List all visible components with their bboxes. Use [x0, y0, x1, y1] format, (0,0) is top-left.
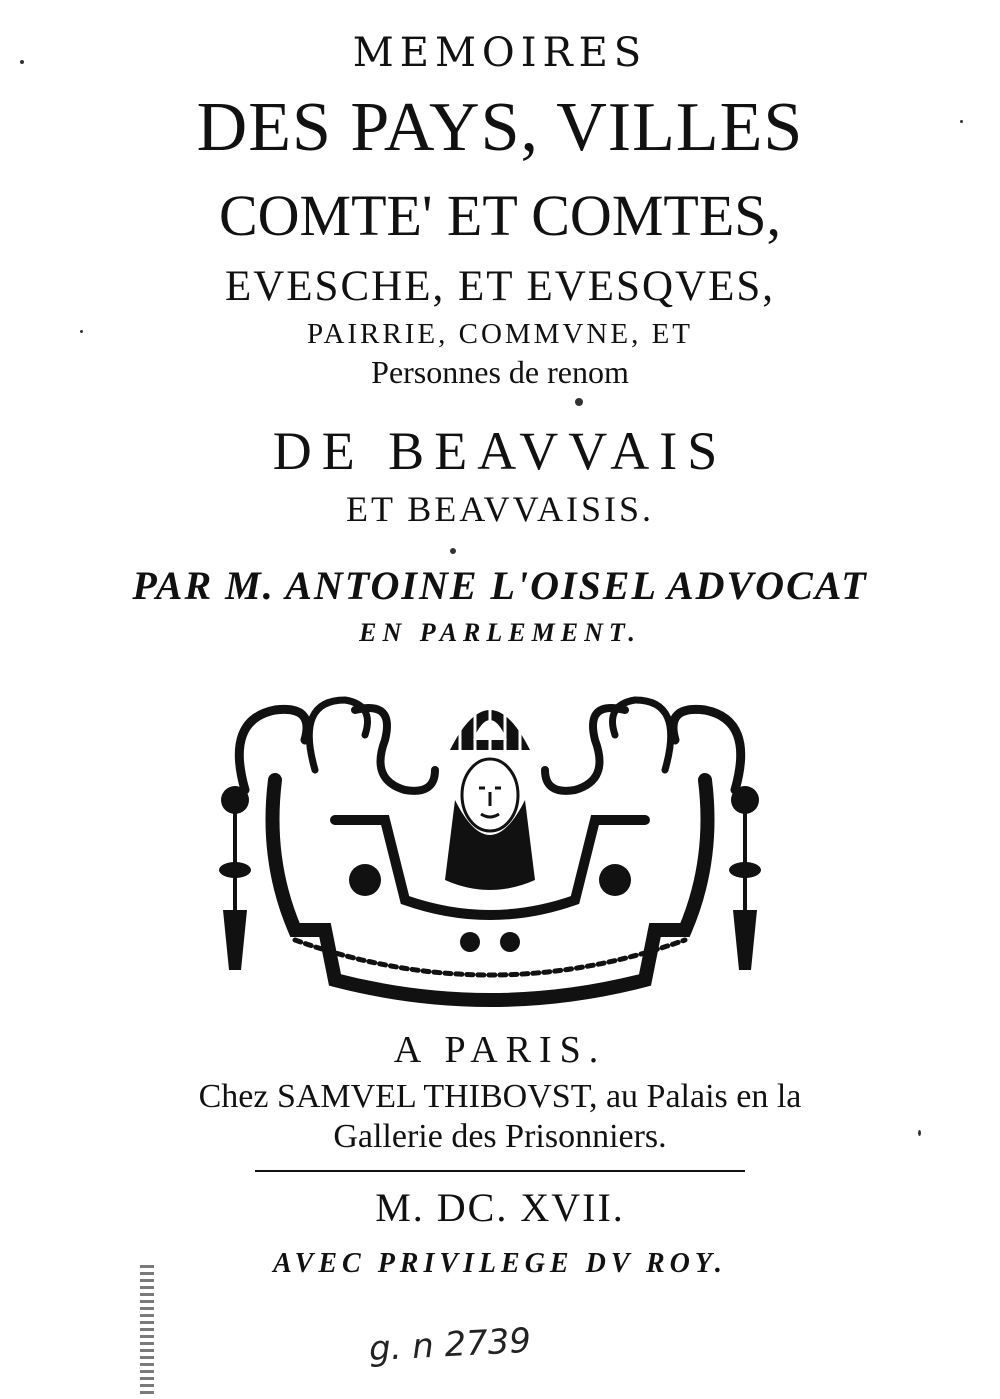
title-line-evesche: EVESCHE, ET EVESQVES, [224, 263, 776, 310]
author-line-parlement: EN PARLEMENT. [359, 618, 641, 647]
speck [575, 398, 583, 406]
author-line: PAR M. ANTOINE L'OISEL ADVOCAT [132, 563, 868, 608]
imprint-address: Gallerie des Prisonniers. [333, 1118, 667, 1155]
speck [960, 120, 963, 123]
printers-ornament-icon [205, 680, 775, 1020]
handwritten-shelfmark: g. n 2739 [368, 1320, 532, 1370]
title-line-personnes: Personnes de renom [371, 354, 629, 390]
title-line-beauvaisis: ET BEAVVAISIS. [345, 489, 655, 529]
speck [20, 60, 24, 64]
paper-edge-specks [140, 1265, 154, 1395]
title-line-comte-comtes: COMTE' ET COMTES, [218, 183, 782, 248]
title-line-beauvais: DE BEAVVAIS [272, 421, 728, 481]
speck [450, 548, 456, 554]
privilege-line: AVEC PRIVILEGE DV ROY. [273, 1248, 727, 1279]
imprint-city: A PARIS. [393, 1029, 607, 1071]
title-line-pairrie: PAIRRIE, COMMVNE, ET [306, 318, 693, 350]
speck [918, 1130, 921, 1136]
horizontal-rule [255, 1170, 745, 1172]
publication-year: M. DC. XVII. [375, 1185, 625, 1230]
title-line-memoires: MEMOIRES [352, 30, 648, 76]
speck [80, 330, 83, 333]
title-line-pays-villes: DES PAYS, VILLES [196, 89, 804, 166]
imprint-printer: Chez SAMVEL THIBOVST, au Palais en la [198, 1078, 802, 1115]
